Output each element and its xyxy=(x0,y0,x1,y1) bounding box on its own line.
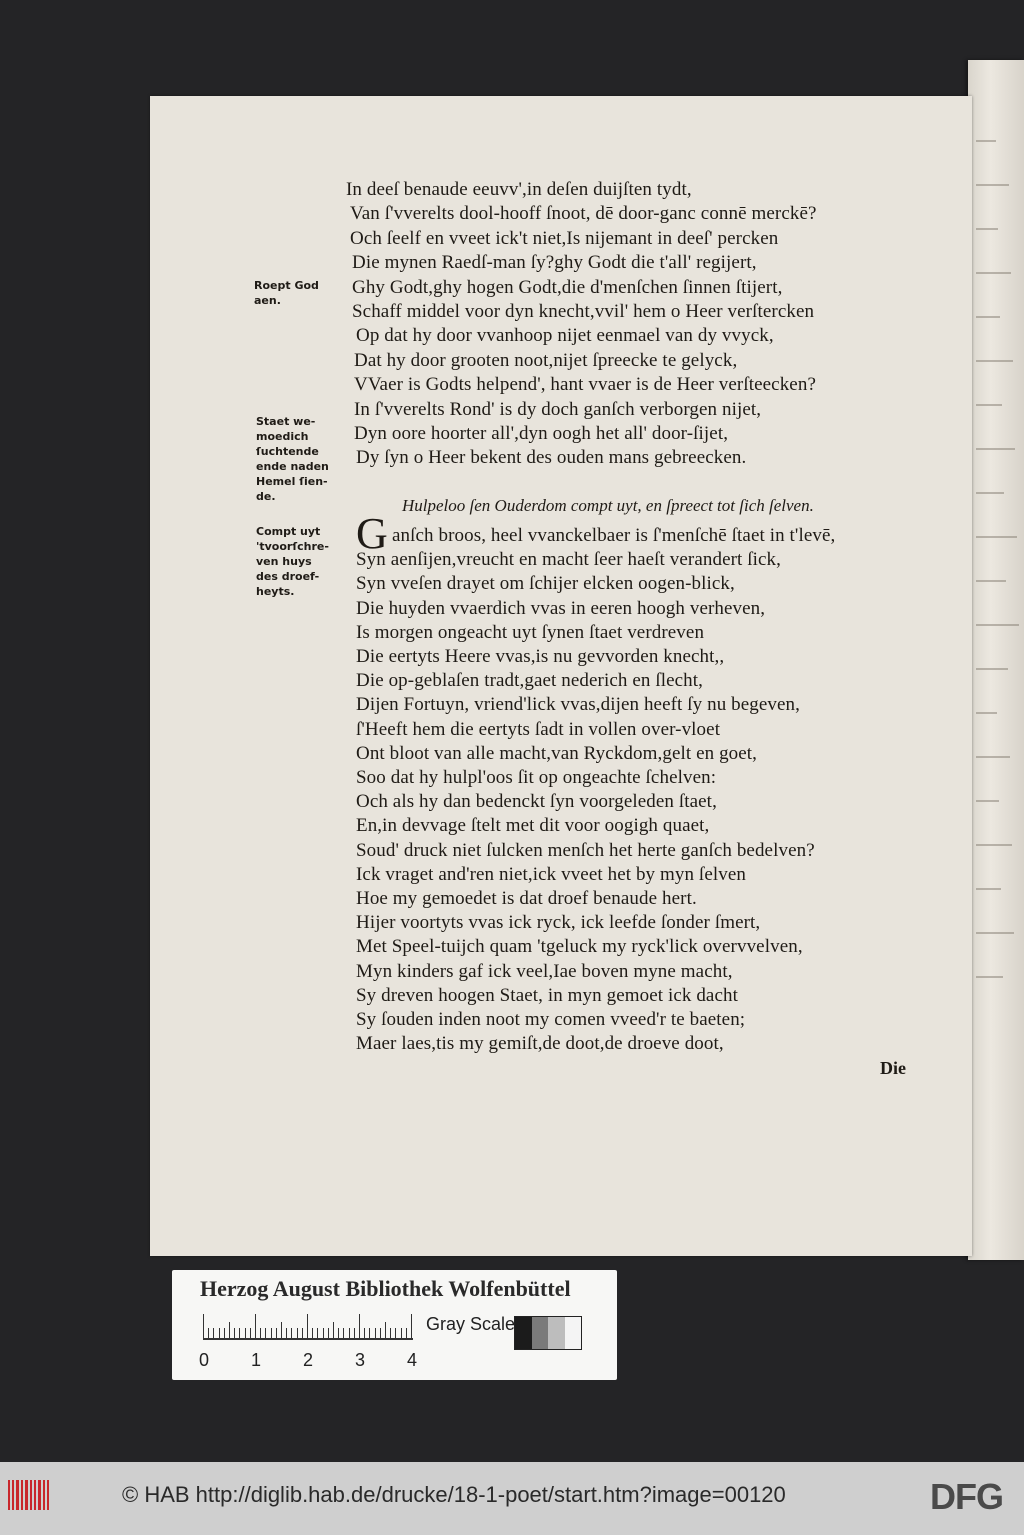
ruler-tick xyxy=(219,1328,220,1338)
verse-line: Met Speel-tuijch quam 'tgeluck my ryck'lick overvvelven, xyxy=(356,936,803,958)
verse-line: Och als hy dan bedenckt ſyn voorgeleden ſtaet, xyxy=(356,791,717,813)
drop-capital: G xyxy=(356,509,388,558)
edge-text-line xyxy=(976,360,1013,362)
verse-line: Die mynen Raedſ-man ſy?ghy Godt die t'all' regijert, xyxy=(352,252,757,274)
edge-text-line xyxy=(976,184,1009,186)
ruler-tick xyxy=(213,1328,214,1338)
verse-line: Op dat hy door vvanhoop nijet eenmael van dy vvyck, xyxy=(356,325,774,347)
edge-text-line xyxy=(976,404,1002,406)
verse-line: Dat hy door grooten noot,nijet ſpreecke te gelyck, xyxy=(354,349,738,371)
verse-line: Syn vveſen drayet om ſchijer elcken oogen-blick, xyxy=(356,573,735,595)
ruler-tick xyxy=(307,1314,308,1338)
ruler-tick xyxy=(338,1328,339,1338)
edge-text-line xyxy=(976,668,1008,670)
margin-note-1: Roept God aen. xyxy=(254,279,319,307)
swatch-light-gray xyxy=(548,1317,565,1349)
verse-line: Die op-geblaſen tradt,gaet nederich en ſlecht, xyxy=(356,670,703,692)
verse-line: Ont bloot van alle macht,van Ryckdom,gelt en goet, xyxy=(356,742,758,764)
ruler-tick xyxy=(245,1328,246,1338)
ruler-tick xyxy=(224,1328,225,1338)
verse-line: VVaer is Godts helpend', hant vvaer is de Heer verſteecken? xyxy=(354,374,816,396)
library-color-card xyxy=(172,1270,617,1380)
ruler-tick xyxy=(380,1328,381,1338)
margin-note-3: Compt uyt 'tvoorſchre- ven huys des droef- heyts. xyxy=(256,525,329,598)
ruler-tick xyxy=(234,1328,235,1338)
verse-line: Dijen Fortuyn, vriend'lick vvas,dijen heeft ſy nu begeven, xyxy=(356,694,801,716)
ruler-tick xyxy=(359,1314,360,1338)
ruler-tick xyxy=(229,1322,230,1338)
ruler-tick xyxy=(390,1328,391,1338)
ruler-tick xyxy=(208,1328,209,1338)
ruler-tick xyxy=(375,1328,376,1338)
verse-line: Die eertyts Heere vvas,is nu gevvorden knecht,, xyxy=(356,646,725,667)
verse-line: Schaff middel voor dyn knecht,vvil' hem o Heer verſtercken xyxy=(352,301,815,322)
ruler-tick xyxy=(354,1328,355,1338)
ruler-label: 2 xyxy=(303,1350,314,1370)
verse-line: Syn aenſijen,vreucht en macht ſeer haeſt verandert ſick, xyxy=(356,549,782,571)
footer-bar xyxy=(0,1462,1024,1535)
verse-line: Maer laes,tis my gemiſt,de doot,de droeve doot, xyxy=(356,1033,724,1055)
ruler-tick xyxy=(203,1314,204,1338)
verse-line: Dyn oore hoorter all',dyn oogh het all' door-ſijet, xyxy=(354,423,729,444)
ruler-tick xyxy=(276,1328,277,1338)
ruler-tick xyxy=(349,1328,350,1338)
edge-text-line xyxy=(976,624,1019,626)
verse-line: Ghy Godt,ghy hogen Godt,die d'menſchen ſinnen ſtijert, xyxy=(352,276,783,298)
library-name: Herzog August Bibliothek Wolfenbüttel xyxy=(200,1276,571,1301)
ruler-label: 3 xyxy=(355,1350,366,1370)
verse-line: Dy ſyn o Heer bekent des ouden mans gebreecken. xyxy=(356,447,747,469)
ruler-tick xyxy=(411,1314,412,1338)
swatch-black xyxy=(515,1317,532,1349)
edge-text-line xyxy=(976,140,996,142)
edge-text-line xyxy=(976,448,1015,450)
edge-text-line xyxy=(976,800,999,802)
edge-text-line xyxy=(976,888,1001,890)
verse-line: anſch broos, heel vvanckelbaer is ſ'menſchē ſtaet in t'levē, xyxy=(392,525,836,546)
ruler-tick xyxy=(395,1328,396,1338)
edge-text-line xyxy=(976,536,1017,538)
ruler-tick xyxy=(385,1322,386,1338)
ruler-tick xyxy=(333,1322,334,1338)
ruler-tick xyxy=(328,1328,329,1338)
verse-line: In ſ'vverelts Rond' is dy doch ganſch verborgen nijet, xyxy=(354,398,762,420)
verse-line: Sy ſouden inden noot my comen vveed'r te baeten; xyxy=(356,1009,746,1030)
edge-text-line xyxy=(976,272,1011,274)
ruler-tick xyxy=(364,1328,365,1338)
ruler-tick xyxy=(297,1328,298,1338)
section-heading: Hulpeloo ſen Ouderdom compt uyt, en ſpreect tot ſich ſelven. xyxy=(402,496,814,515)
edge-text-line xyxy=(976,712,997,714)
ruler-tick xyxy=(239,1328,240,1338)
ruler-tick xyxy=(286,1328,287,1338)
ruler-tick xyxy=(406,1328,407,1338)
swatch-dark-gray xyxy=(532,1317,549,1349)
verse-line: Hijer voortyts vvas ick ryck, ick leefde ſonder ſmert, xyxy=(356,912,761,934)
edge-text-line xyxy=(976,316,1000,318)
verse-line: Is morgen ongeacht uyt ſynen ſtaet verdreven xyxy=(356,621,705,643)
edge-text-line xyxy=(976,228,998,230)
margin-note-2: Staet we- moedich ſuchtende ende naden Hemel ſien- de. xyxy=(256,415,329,503)
ruler-tick xyxy=(260,1328,261,1338)
gray-scale-swatches xyxy=(514,1316,582,1350)
edge-text-line xyxy=(976,976,1003,978)
verse-line: Van ſ'vverelts dool-hooff ſnoot, dē door-ganc connē merckē? xyxy=(350,203,817,225)
ruler-label: 0 xyxy=(199,1350,210,1370)
ruler-tick xyxy=(281,1322,282,1338)
verse-line: In deeſ benaude eeuvv',in deſen duijſten tydt, xyxy=(346,179,692,200)
gray-scale-label: Gray Scale xyxy=(426,1314,516,1334)
dfg-logo: DFG xyxy=(930,1476,1003,1517)
ruler-tick xyxy=(312,1328,313,1338)
catchword: Die xyxy=(880,1058,906,1078)
verse-line: Myn kinders gaf ick veel,Iae boven myne macht, xyxy=(356,960,733,982)
ruler-tick xyxy=(401,1328,402,1338)
swatch-white xyxy=(565,1317,582,1349)
ruler-tick xyxy=(271,1328,272,1338)
hab-logo-icon xyxy=(8,1480,50,1510)
edge-text-line xyxy=(976,844,1012,846)
ruler-tick xyxy=(323,1328,324,1338)
verse-line: ſ'Heeft hem die eertyts ſadt in vollen over-vloet xyxy=(356,718,721,740)
edge-text-line xyxy=(976,580,1006,582)
ruler-tick xyxy=(317,1328,318,1338)
ruler-label: 4 xyxy=(407,1350,418,1370)
verse-line: Och ſeelf en vveet ick't niet,Is nijemant in deeſ' percken xyxy=(350,227,779,249)
verse-line: Hoe my gemoedet is dat droef benaude hert. xyxy=(356,888,697,909)
verse-line: Soud' druck niet ſulcken menſch het herte ganſch bedelven? xyxy=(356,839,815,861)
ruler-tick xyxy=(343,1328,344,1338)
ruler-tick xyxy=(302,1328,303,1338)
verse-line: Die huyden vvaerdich vvas in eeren hoogh verheven, xyxy=(356,597,766,619)
next-page-edge xyxy=(968,60,1024,1260)
edge-text-line xyxy=(976,492,1004,494)
ruler-tick xyxy=(291,1328,292,1338)
verse-line: Soo dat hy hulpl'oos ſit op ongeachte ſchelven: xyxy=(356,767,717,788)
verse-line: Ick vraget and'ren niet,ick vveet het by myn ſelven xyxy=(356,863,746,885)
verse-line: Sy dreven hoogen Staet, in myn gemoet ick dacht xyxy=(356,984,738,1006)
source-link[interactable]: © HAB http://diglib.hab.de/drucke/18-1-poet/start.htm?image=00120 xyxy=(122,1482,786,1507)
ruler-tick xyxy=(250,1328,251,1338)
ruler-tick xyxy=(255,1314,256,1338)
ruler xyxy=(203,1338,413,1340)
verse-line: En,in devvage ſtelt met dit voor oogigh quaet, xyxy=(356,815,710,837)
edge-text-line xyxy=(976,932,1014,934)
ruler-tick xyxy=(265,1328,266,1338)
ruler-label: 1 xyxy=(251,1350,262,1370)
ruler-tick xyxy=(369,1328,370,1338)
edge-text-line xyxy=(976,756,1010,758)
